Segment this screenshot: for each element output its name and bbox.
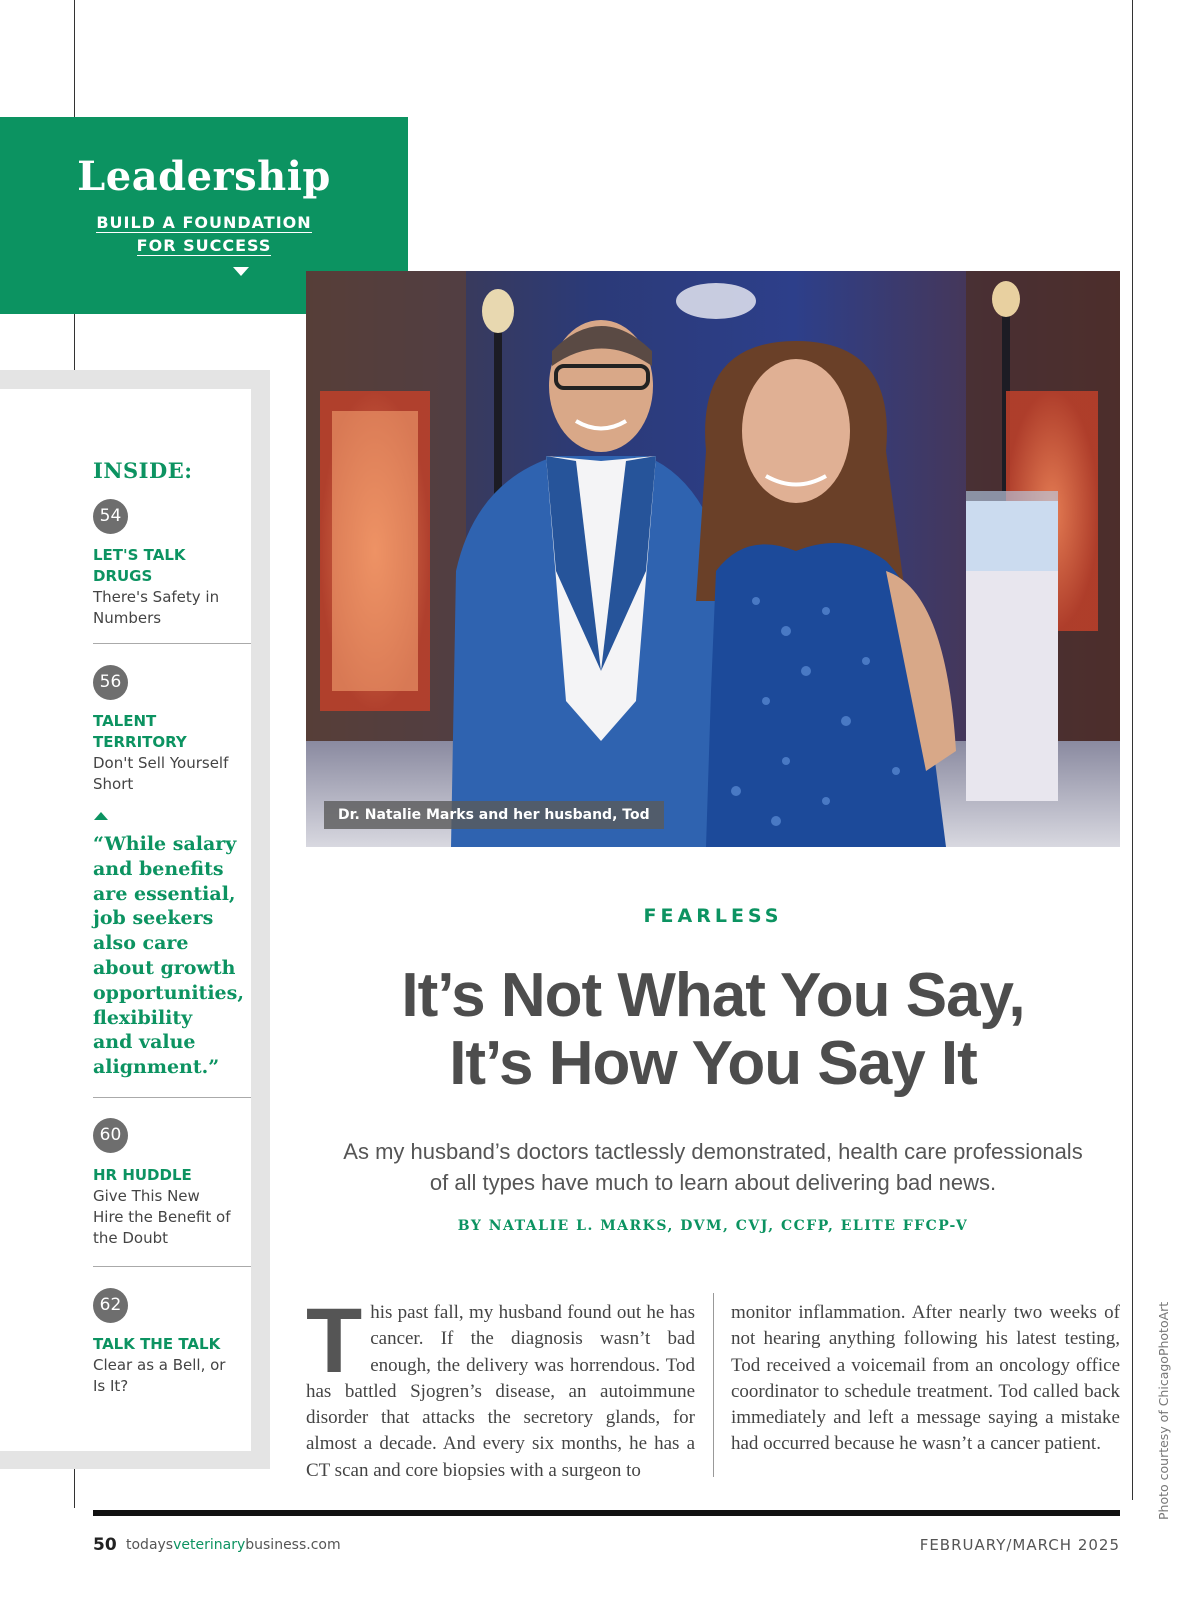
issue-date: FEBRUARY/MARCH 2025 (919, 1536, 1120, 1554)
section-subtitle[interactable] (0, 211, 408, 257)
body-column-left (306, 1290, 695, 1484)
photo-caption: Dr. Natalie Marks and her husband, Tod (324, 801, 664, 829)
sidebar-divider (93, 1266, 251, 1267)
site-url-pre[interactable]: todays (126, 1537, 174, 1553)
headline-line2: It’s How You Say It (449, 1029, 977, 1098)
site-url-mid[interactable]: veterinary (173, 1537, 246, 1553)
body-text: his past fall, my husband found out he has cancer. If the diagnosis wasn’t bad enough, the delivery was horrendous. Tod has battled Sjogren’s disease, an autoimmune disorder that attacks the secretory glands, for almost a decade. And every six months, he has a CT scan and core biopsies with a surgeon to (306, 1302, 695, 1481)
inside-item-desc[interactable]: There's Safety in Numbers (93, 588, 220, 627)
article-headline (306, 962, 1120, 1098)
inside-item-title[interactable]: TALENT TERRITORY (93, 712, 187, 751)
sidebar-divider (93, 643, 251, 644)
body-text: monitor inflammation. After nearly two weeks of not hearing anything following his latest testing, Tod received a voicemail from an oncology office coordinator to schedule treatment. Tod called back immediately and left a message saying a mistake had occurred because he wasn’t a cancer patient. (731, 1302, 1120, 1455)
section-subtitle-line2[interactable]: FOR SUCCESS (136, 236, 272, 255)
photo-credit: Photo courtesy of ChicagoPhotoArt (1156, 1301, 1171, 1520)
site-url-post[interactable]: business.com (245, 1537, 341, 1553)
inside-item-title[interactable]: LET'S TALK DRUGS (93, 546, 186, 585)
pull-quote: “While salary and benefits are essential, job seekers also care about growth opportunities, flexibility and value alignment.” (93, 833, 244, 1079)
section-title: Leadership (77, 153, 331, 200)
inside-item-desc[interactable]: Don't Sell Yourself Short (93, 754, 229, 793)
page-number-badge: 54 (93, 499, 128, 534)
inside-heading: INSIDE: (93, 458, 193, 483)
page-number-badge: 60 (93, 1118, 128, 1153)
article-photo (306, 271, 1120, 847)
page-number: 50 (93, 1535, 117, 1555)
page-number-badge: 62 (93, 1288, 128, 1323)
inside-item-title[interactable]: TALK THE TALK (93, 1335, 221, 1353)
article-dek: As my husband’s doctors tactlessly demonstrated, health care professionals of all types have much to learn about delivering bad news. (343, 1139, 1083, 1195)
page-number-badge: 56 (93, 665, 128, 700)
drop-cap: T (306, 1290, 363, 1392)
body-column-right (731, 1300, 1120, 1458)
column-divider (713, 1293, 714, 1477)
inside-item-title[interactable]: HR HUDDLE (93, 1166, 192, 1184)
section-subtitle-line1[interactable]: BUILD A FOUNDATION (96, 213, 312, 232)
article-byline: BY NATALIE L. MARKS, DVM, CVJ, CCFP, ELITE FFCP-V (457, 1218, 969, 1234)
footer-rule (93, 1510, 1120, 1516)
inside-item-desc[interactable]: Give This New Hire the Benefit of the Doubt (93, 1187, 231, 1247)
caret-down-icon (233, 267, 249, 276)
article-kicker: FEARLESS (643, 905, 783, 927)
couple-photo-illustration (306, 271, 1120, 847)
headline-line1: It’s Not What You Say, (401, 961, 1025, 1030)
right-margin-rule (1132, 0, 1133, 1500)
site-url[interactable] (126, 1537, 341, 1553)
sidebar-divider (93, 1097, 251, 1098)
caret-up-icon (94, 812, 108, 820)
inside-item-desc[interactable]: Clear as a Bell, or Is It? (93, 1356, 226, 1395)
